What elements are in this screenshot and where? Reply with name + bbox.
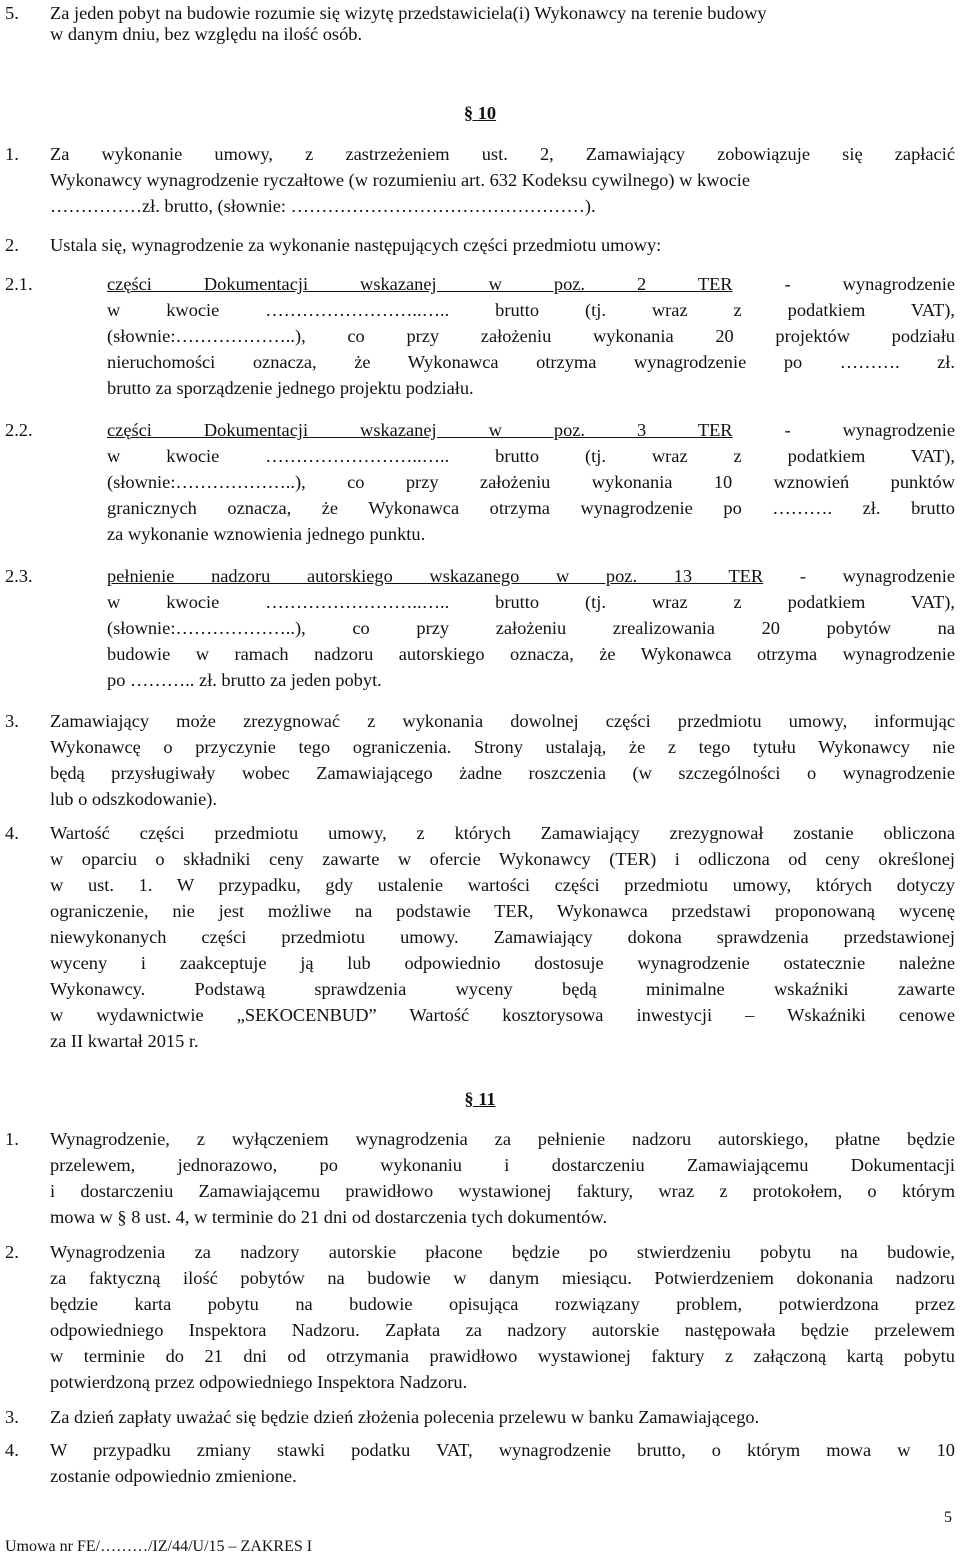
paragraph-text: Za jeden pobyt na budowie rozumie się wizytę przedstawiciela(i) Wykonawcy na terenie budowy: [50, 3, 767, 23]
paragraph-text: zostanie odpowiednio zmienione.: [50, 1466, 297, 1486]
paragraph-text: w kwocie ……………………..….. brutto (tj. wraz z podatkiem VAT),: [107, 446, 955, 466]
paragraph-text: Wartość części przedmiotu umowy, z których Zamawiający zrezygnował zostanie obliczona: [50, 823, 955, 843]
paragraph-text: przelewem, jednorazowo, po wykonaniu i dostarczeniu Zamawiającemu Dokumentacji: [50, 1155, 955, 1175]
item-number: 4.: [5, 823, 19, 843]
paragraph-text: w terminie do 21 dni od otrzymania prawidłowo wystawionej faktury z załączoną kartą pobytu: [50, 1346, 955, 1366]
underlined-reference: pełnienie nadzoru autorskiego wskazanego w poz. 13 TER: [107, 566, 764, 586]
paragraph-text: Wykonawcy. Podstawą sprawdzenia wyceny będą minimalne wskaźniki zawarte: [50, 979, 955, 999]
sub-item-number: 2.1.: [5, 274, 33, 294]
paragraph-text: [107, 563, 955, 589]
paragraph-text: Wynagrodzenia za nadzory autorskie płacone będzie po stwierdzeniu pobytu na budowie,: [50, 1242, 955, 1262]
paragraph-text: Za wykonanie umowy, z zastrzeżeniem ust. 2, Zamawiający zobowiązuje się zapłacić: [50, 144, 955, 164]
sub-item-number: 2.2.: [5, 420, 33, 440]
paragraph-text: [107, 417, 955, 443]
paragraph-text: (słownie:………………..), co przy założeniu zrealizowania 20 pobytów na: [107, 618, 955, 638]
paragraph-text: za faktyczną ilość pobytów na budowie w danym miesiącu. Potwierdzeniem dokonania nadzoru: [50, 1268, 955, 1288]
item-number: 1.: [5, 144, 19, 164]
paragraph-text: Wykonawcy wynagrodzenie ryczałtowe (w rozumieniu art. 632 Kodeksu cywilnego) w kwocie: [50, 170, 751, 190]
paragraph-text: budowie w ramach nadzoru autorskiego oznacza, że Wykonawca otrzyma wynagrodzenie: [107, 644, 955, 664]
paragraph-text: w kwocie ……………………..….. brutto (tj. wraz z podatkiem VAT),: [107, 592, 955, 612]
section-heading-11: § 11: [464, 1089, 496, 1109]
text: - wynagrodzenie: [732, 274, 955, 294]
paragraph-text: brutto za sporządzenie jednego projektu podziału.: [107, 378, 474, 398]
paragraph-text: Wykonawcę o przyczynie tego ograniczenia. Strony ustalają, że z tego tytułu Wykonawcy nie: [50, 737, 955, 757]
paragraph-text: za wykonanie wznowienia jednego punktu.: [107, 524, 426, 544]
sub-item-number: 2.3.: [5, 566, 33, 586]
paragraph-text: po ……….. zł. brutto za jeden pobyt.: [107, 670, 382, 690]
paragraph-text: w ust. 1. W przypadku, gdy ustalenie wartości części przedmiotu umowy, których dotyczy: [50, 875, 955, 895]
paragraph-text: za II kwartał 2015 r.: [50, 1031, 199, 1051]
paragraph-text: w wydawnictwie „SEKOCENBUD” Wartość kosztorysowa inwestycji – Wskaźniki cenowe: [50, 1005, 955, 1025]
paragraph-text: wyceny i zaakceptuje ją lub odpowiednio dostosuje wynagrodzenie ostatecznie należne: [50, 953, 955, 973]
paragraph-text: Za dzień zapłaty uważać się będzie dzień złożenia polecenia przelewu w banku Zamawiającego.: [50, 1407, 760, 1427]
text: - wynagrodzenie: [732, 420, 955, 440]
underlined-reference: części Dokumentacji wskazanej w poz. 3 TER: [107, 420, 733, 440]
paragraph-text: ……………zł. brutto, (słownie: …………………………………………).: [50, 196, 596, 216]
paragraph-text: [107, 271, 955, 297]
item-number: 1.: [5, 1129, 19, 1149]
section-number: 11: [478, 1089, 496, 1109]
paragraph-text: lub o odszkodowanie).: [50, 789, 218, 809]
paragraph-text: w danym dniu, bez względu na ilość osób.: [50, 24, 363, 44]
paragraph-text: (słownie:………………..), co przy założeniu wykonania 20 projektów podziału: [107, 326, 955, 346]
item-number: 2.: [5, 1242, 19, 1262]
paragraph-text: W przypadku zmiany stawki podatku VAT, wynagrodzenie brutto, o którym mowa w 10: [50, 1440, 955, 1460]
paragraph-text: odpowiedniego Inspektora Nadzoru. Zapłata za nadzory autorskie następowała będzie przelewem: [50, 1320, 955, 1340]
paragraph-text: ograniczenie, nie jest możliwe na podstawie TER, Wykonawca przedstawi proponowaną wycenę: [50, 901, 955, 921]
paragraph-text: będzie karta pobytu na budowie opisująca rozwiązany problem, potwierdzona przez: [50, 1294, 955, 1314]
paragraph-text: (słownie:………………..), co przy założeniu wykonania 10 wznowień punktów: [107, 472, 955, 492]
paragraph-text: Wynagrodzenie, z wyłączeniem wynagrodzenia za pełnienie nadzoru autorskiego, płatne będzie: [50, 1129, 955, 1149]
paragraph-text: w kwocie ……………………..….. brutto (tj. wraz z podatkiem VAT),: [107, 300, 955, 320]
paragraph-text: potwierdzoną przez odpowiedniego Inspektora Nadzoru.: [50, 1372, 468, 1392]
item-number: 5.: [5, 3, 19, 23]
paragraph-text: będą przysługiwały wobec Zamawiającego żadne roszczenia (w szczególności o wynagrodzenie: [50, 763, 955, 783]
paragraph-text: niewykonanych części przedmiotu umowy. Zamawiający dokona sprawdzenia przedstawionej: [50, 927, 955, 947]
paragraph-text: i dostarczeniu Zamawiającemu prawidłowo wystawionej faktury, wraz z protokołem, o którym: [50, 1181, 955, 1201]
underlined-reference: części Dokumentacji wskazanej w poz. 2 TER: [107, 274, 733, 294]
section-heading-10: § 10: [463, 103, 497, 123]
text: - wynagrodzenie: [763, 566, 955, 586]
paragraph-text: Ustala się, wynagrodzenie za wykonanie następujących części przedmiotu umowy:: [50, 235, 662, 255]
section-number: 10: [477, 103, 497, 123]
page-number: 5: [944, 1509, 952, 1526]
item-number: 2.: [5, 235, 19, 255]
item-number: 3.: [5, 1407, 19, 1427]
paragraph-text: mowa w § 8 ust. 4, w terminie do 21 dni od dostarczenia tych dokumentów.: [50, 1207, 608, 1227]
item-number: 4.: [5, 1440, 19, 1460]
footer-contract-number: Umowa nr FE/………/IZ/44/U/15 – ZAKRES I: [5, 1538, 313, 1555]
item-number: 3.: [5, 711, 19, 731]
paragraph-text: Zamawiający może zrezygnować z wykonania dowolnej części przedmiotu umowy, informując: [50, 711, 955, 731]
paragraph-text: w oparciu o składniki ceny zawarte w ofercie Wykonawcy (TER) i odliczona od ceny określonej: [50, 849, 955, 869]
paragraph-text: granicznych oznacza, że Wykonawca otrzyma wynagrodzenie po ………. zł. brutto: [107, 498, 955, 518]
paragraph-text: nieruchomości oznacza, że Wykonawca otrzyma wynagrodzenie po ………. zł.: [107, 352, 955, 372]
